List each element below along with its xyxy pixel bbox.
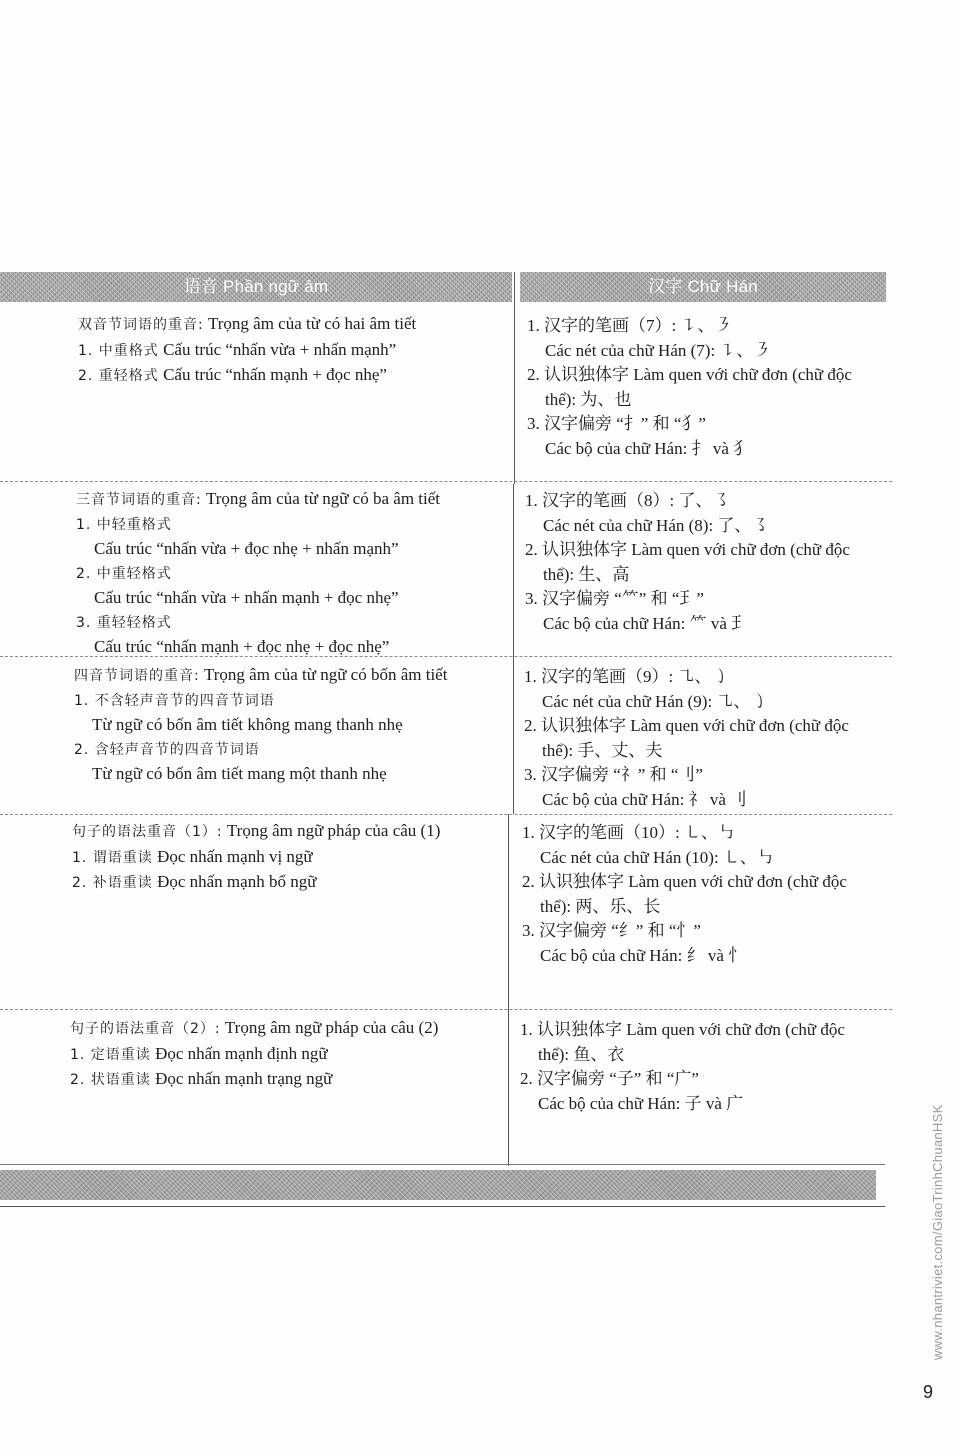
row-divider <box>0 814 892 815</box>
item-vi: Từ ngữ có bốn âm tiết mang một thanh nhẹ <box>92 764 387 783</box>
line: Các nét của chữ Hán (10): ㇄、㇉ <box>540 847 774 867</box>
section-title-zh: 双音节词语的重音: <box>78 317 204 333</box>
item-zh: 2. 补语重读 <box>72 875 153 891</box>
item-zh: 2. 中重轻格式 <box>76 565 172 582</box>
line: Các bộ của chữ Hán: ⺮ và ⺩ <box>543 613 749 633</box>
line: 1. 认识独体字 Làm quen với chữ đơn (chữ độc <box>520 1020 845 1039</box>
phonetics-cell-3 <box>74 663 447 787</box>
page-number: 9 <box>923 1382 934 1402</box>
line: thể): 生、高 <box>543 564 630 584</box>
section-title-vi: Trọng âm ngữ pháp của câu (2) <box>220 1018 439 1037</box>
line: 1. 汉字的笔画（10）: ㇄、㇉ <box>522 823 735 842</box>
line: 3. 汉字偏旁 “⺮” 和 “⺩” <box>525 589 704 608</box>
line: Các bộ của chữ Hán: 礻 và 刂 <box>542 789 748 809</box>
characters-cell-3 <box>524 665 849 812</box>
line: 1. 汉字的笔画（8）: 了、㇌ <box>525 491 730 510</box>
line: Các nét của chữ Hán (7): ㇊、㇋ <box>545 340 771 360</box>
phonetics-cell-5 <box>70 1016 438 1093</box>
section-title-zh: 句子的语法重音（1）: <box>72 824 223 840</box>
header-chinese-characters: 汉字 Chữ Hán <box>520 272 886 302</box>
item-vi: Đọc nhấn mạnh định ngữ <box>150 1043 328 1063</box>
item-vi: Cấu trúc “nhấn mạnh + đọc nhẹ + đọc nhẹ” <box>94 637 390 656</box>
line: thể): 为、也 <box>545 389 632 409</box>
characters-cell-4 <box>522 821 847 968</box>
item-vi: Cấu trúc “nhấn vừa + nhấn mạnh + đọc nhẹ” <box>94 588 399 607</box>
item-zh: 2. 状语重读 <box>70 1072 151 1088</box>
line: 1. 汉字的笔画（9）: ㇈、㇁ <box>524 667 729 686</box>
line: Các bộ của chữ Hán: 扌 và 犭 <box>545 438 751 458</box>
item-zh: 1. 不含轻声音节的四音节词语 <box>74 692 275 709</box>
item-zh: 1. 中轻重格式 <box>76 516 172 533</box>
item-vi: Cấu trúc “nhấn vừa + nhấn mạnh” <box>158 339 397 359</box>
item-vi: Đọc nhấn mạnh bổ ngữ <box>152 872 317 891</box>
footer-rule-top <box>0 1164 885 1165</box>
footer-rule-bottom <box>0 1206 885 1207</box>
line: 2. 认识独体字 Làm quen với chữ đơn (chữ độc <box>527 365 852 384</box>
line: Các bộ của chữ Hán: 纟 và 忄 <box>540 945 746 965</box>
row-divider <box>0 481 892 482</box>
line: thể): 手、丈、夫 <box>542 740 663 760</box>
column-divider <box>514 272 515 484</box>
watermark-url: www.nhantriviet.com/GiaoTrinhChuanHSK <box>930 1104 945 1360</box>
phonetics-cell-4 <box>72 819 440 896</box>
line: 2. 认识独体字 Làm quen với chữ đơn (chữ độc <box>524 716 849 735</box>
line: 3. 汉字偏旁 “扌” 和 “犭” <box>527 414 706 433</box>
item-zh: 1. 中重格式 <box>78 342 159 359</box>
section-title-zh: 句子的语法重音（2）: <box>70 1021 221 1037</box>
phonetics-cell-2 <box>76 487 440 660</box>
item-zh: 1. 谓语重读 <box>72 849 153 866</box>
line: 3. 汉字偏旁 “礻” 和 “刂” <box>524 765 703 784</box>
line: Các nét của chữ Hán (9): ㇈、㇁ <box>542 691 768 711</box>
item-vi: Đọc nhấn mạnh trạng ngữ <box>150 1069 333 1088</box>
item-vi: Cấu trúc “nhấn vừa + đọc nhẹ + nhấn mạnh” <box>94 539 399 558</box>
line: 2. 认识独体字 Làm quen với chữ đơn (chữ độc <box>522 872 847 891</box>
section-title-vi: Trọng âm của từ ngữ có ba âm tiết <box>201 489 441 508</box>
item-zh: 2. 重轻格式 <box>78 368 159 384</box>
row-divider <box>0 1009 892 1010</box>
characters-cell-1 <box>527 314 852 461</box>
line: thể): 鱼、衣 <box>538 1044 625 1064</box>
column-divider <box>513 484 514 814</box>
line: Các nét của chữ Hán (8): 了、㇌ <box>543 515 769 535</box>
line: Các bộ của chữ Hán: 子 và 广 <box>538 1093 744 1113</box>
header-phonetics: 语音 Phần ngữ âm <box>0 272 512 302</box>
item-vi: Từ ngữ có bốn âm tiết không mang thanh nhẹ <box>92 715 403 734</box>
line: 2. 汉字偏旁 “子” 和 “广” <box>520 1069 699 1088</box>
footer-bar <box>0 1170 876 1200</box>
characters-cell-2 <box>525 489 850 636</box>
section-title-zh: 三音节词语的重音: <box>76 492 202 508</box>
line: 2. 认识独体字 Làm quen với chữ đơn (chữ độc <box>525 540 850 559</box>
phonetics-cell-1 <box>78 312 416 389</box>
item-zh: 3. 重轻轻格式 <box>76 614 172 631</box>
characters-cell-5 <box>520 1018 845 1116</box>
section-title-vi: Trọng âm ngữ pháp của câu (1) <box>222 821 441 840</box>
item-zh: 2. 含轻声音节的四音节词语 <box>74 741 260 758</box>
section-title-vi: Trọng âm của từ có hai âm tiết <box>203 314 417 333</box>
line: 3. 汉字偏旁 “纟” 和 “忄” <box>522 921 701 940</box>
item-vi: Đọc nhấn mạnh vị ngữ <box>152 846 313 866</box>
item-zh: 1. 定语重读 <box>70 1046 151 1063</box>
section-title-vi: Trọng âm của từ ngữ có bốn âm tiết <box>199 665 448 684</box>
column-divider <box>508 814 509 1166</box>
section-title-zh: 四音节词语的重音: <box>74 668 200 684</box>
line: thể): 两、乐、长 <box>540 896 661 916</box>
item-vi: Cấu trúc “nhấn mạnh + đọc nhẹ” <box>158 365 387 384</box>
line: 1. 汉字的笔画（7）: ㇊、㇋ <box>527 316 732 335</box>
